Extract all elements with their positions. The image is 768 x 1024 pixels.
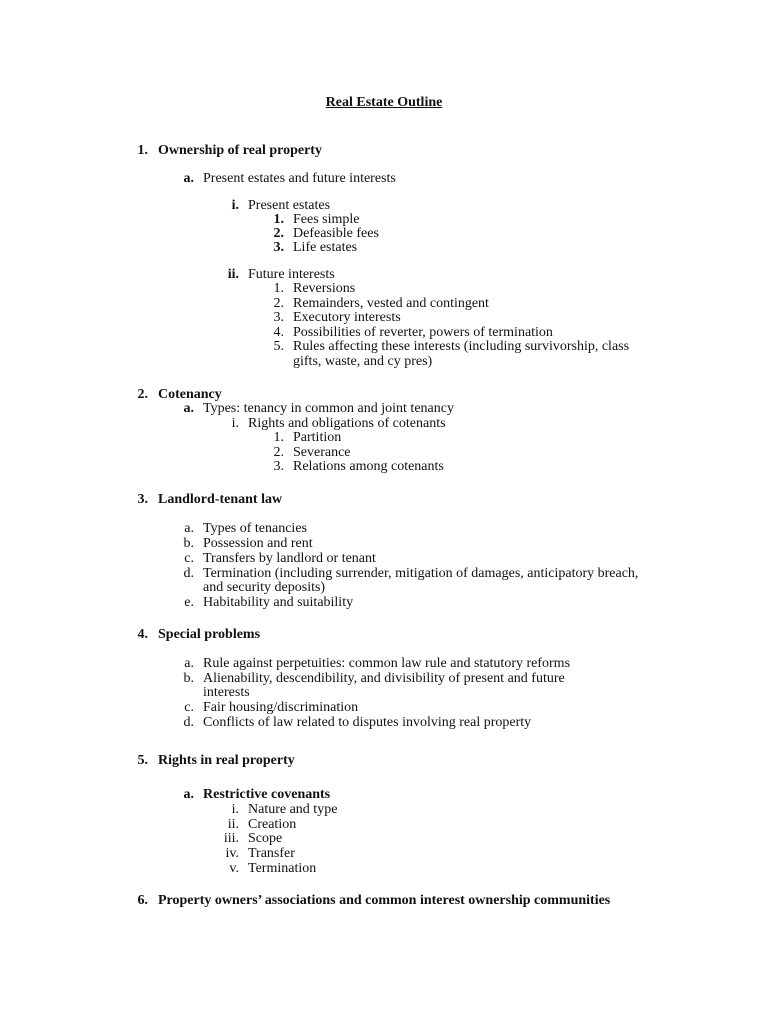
document-title: Real Estate Outline <box>325 95 443 110</box>
section-2-heading: Cotenancy <box>158 387 222 402</box>
list-item-marker: 3. <box>273 459 284 474</box>
section-1a-i-marker: i. <box>231 198 239 213</box>
section-1-number: 1. <box>137 143 148 158</box>
section-2a-i-marker: i. <box>231 416 239 431</box>
list-item: Conflicts of law related to disputes involving real property <box>203 715 532 730</box>
list-item-marker: b. <box>183 536 194 551</box>
list-item: Defeasible fees <box>293 226 379 241</box>
list-item: Types of tenancies <box>203 521 307 536</box>
section-3-number: 3. <box>137 492 148 507</box>
list-item-marker: a. <box>184 521 194 536</box>
section-2a-text: Types: tenancy in common and joint tenancy <box>203 401 454 416</box>
list-item: Transfer <box>248 846 295 861</box>
section-4-number: 4. <box>137 627 148 642</box>
list-item: Transfers by landlord or tenant <box>203 551 376 566</box>
list-item-marker: i. <box>231 802 239 817</box>
list-item-marker: 3. <box>273 310 284 325</box>
section-5-heading: Rights in real property <box>158 753 295 768</box>
list-item: Habitability and suitability <box>203 595 354 610</box>
list-item: Fees simple <box>293 212 360 227</box>
list-item: Executory interests <box>293 310 401 325</box>
section-6-number: 6. <box>137 893 148 908</box>
list-item: Severance <box>293 445 351 460</box>
list-item-marker: b. <box>183 671 194 686</box>
list-item: Fair housing/discrimination <box>203 700 359 715</box>
list-item: Termination (including surrender, mitigation of damages, anticipatory breach, <box>203 566 639 581</box>
list-item: Life estates <box>293 240 358 255</box>
section-5-number: 5. <box>137 753 148 768</box>
section-1a-ii-marker: ii. <box>227 267 239 282</box>
list-item-marker: 4. <box>273 325 284 340</box>
list-item: Possibilities of reverter, powers of termination <box>293 325 553 340</box>
section-5a-text: Restrictive covenants <box>203 787 331 802</box>
list-item-marker: 2. <box>273 296 284 311</box>
list-item-marker: 1. <box>273 430 284 445</box>
list-item-continuation: and security deposits) <box>203 580 326 595</box>
list-item: Creation <box>248 817 297 832</box>
list-item-continuation: interests <box>203 685 250 700</box>
list-item: Remainders, vested and contingent <box>293 296 489 311</box>
list-item-marker: c. <box>184 551 194 566</box>
list-item-marker: iv. <box>225 846 239 861</box>
list-item: Nature and type <box>248 802 338 817</box>
section-1a-text: Present estates and future interests <box>203 171 396 186</box>
list-item: Partition <box>293 430 342 445</box>
section-1-heading: Ownership of real property <box>158 143 322 158</box>
section-5a-marker: a. <box>183 787 194 802</box>
list-item-marker: 1. <box>273 212 284 227</box>
list-item-marker: d. <box>183 566 194 581</box>
section-2a-marker: a. <box>183 401 194 416</box>
section-1a-i-text: Present estates <box>248 198 331 213</box>
list-item: Possession and rent <box>203 536 313 551</box>
list-item: Scope <box>248 831 283 846</box>
list-item-marker: iii. <box>223 831 239 846</box>
list-item-marker: d. <box>183 715 194 730</box>
list-item-marker: e. <box>184 595 194 610</box>
section-4-heading: Special problems <box>158 627 261 642</box>
list-item: Alienability, descendibility, and divisibility of present and future <box>203 671 565 686</box>
section-2-number: 2. <box>137 387 148 402</box>
section-1a-marker: a. <box>183 171 194 186</box>
list-item: Reversions <box>293 281 356 296</box>
list-item-marker: 2. <box>273 445 284 460</box>
list-item-continuation: gifts, waste, and cy pres) <box>293 354 433 369</box>
list-item-marker: ii. <box>227 817 239 832</box>
section-2a-i-text: Rights and obligations of cotenants <box>248 416 446 431</box>
section-1a-ii-text: Future interests <box>248 267 335 282</box>
section-6-heading: Property owners’ associations and common interest ownership communities <box>158 893 611 908</box>
list-item-marker: v. <box>229 861 239 876</box>
list-item: Rules affecting these interests (including survivorship, class <box>293 339 630 354</box>
list-item-marker: a. <box>184 656 194 671</box>
list-item-marker: 3. <box>273 240 284 255</box>
list-item: Termination <box>248 861 317 876</box>
list-item-marker: 2. <box>273 226 284 241</box>
list-item-marker: 1. <box>273 281 284 296</box>
list-item: Relations among cotenants <box>293 459 444 474</box>
list-item-marker: 5. <box>273 339 284 354</box>
list-item-marker: c. <box>184 700 194 715</box>
section-3-heading: Landlord-tenant law <box>158 492 283 507</box>
list-item: Rule against perpetuities: common law rule and statutory reforms <box>203 656 571 671</box>
